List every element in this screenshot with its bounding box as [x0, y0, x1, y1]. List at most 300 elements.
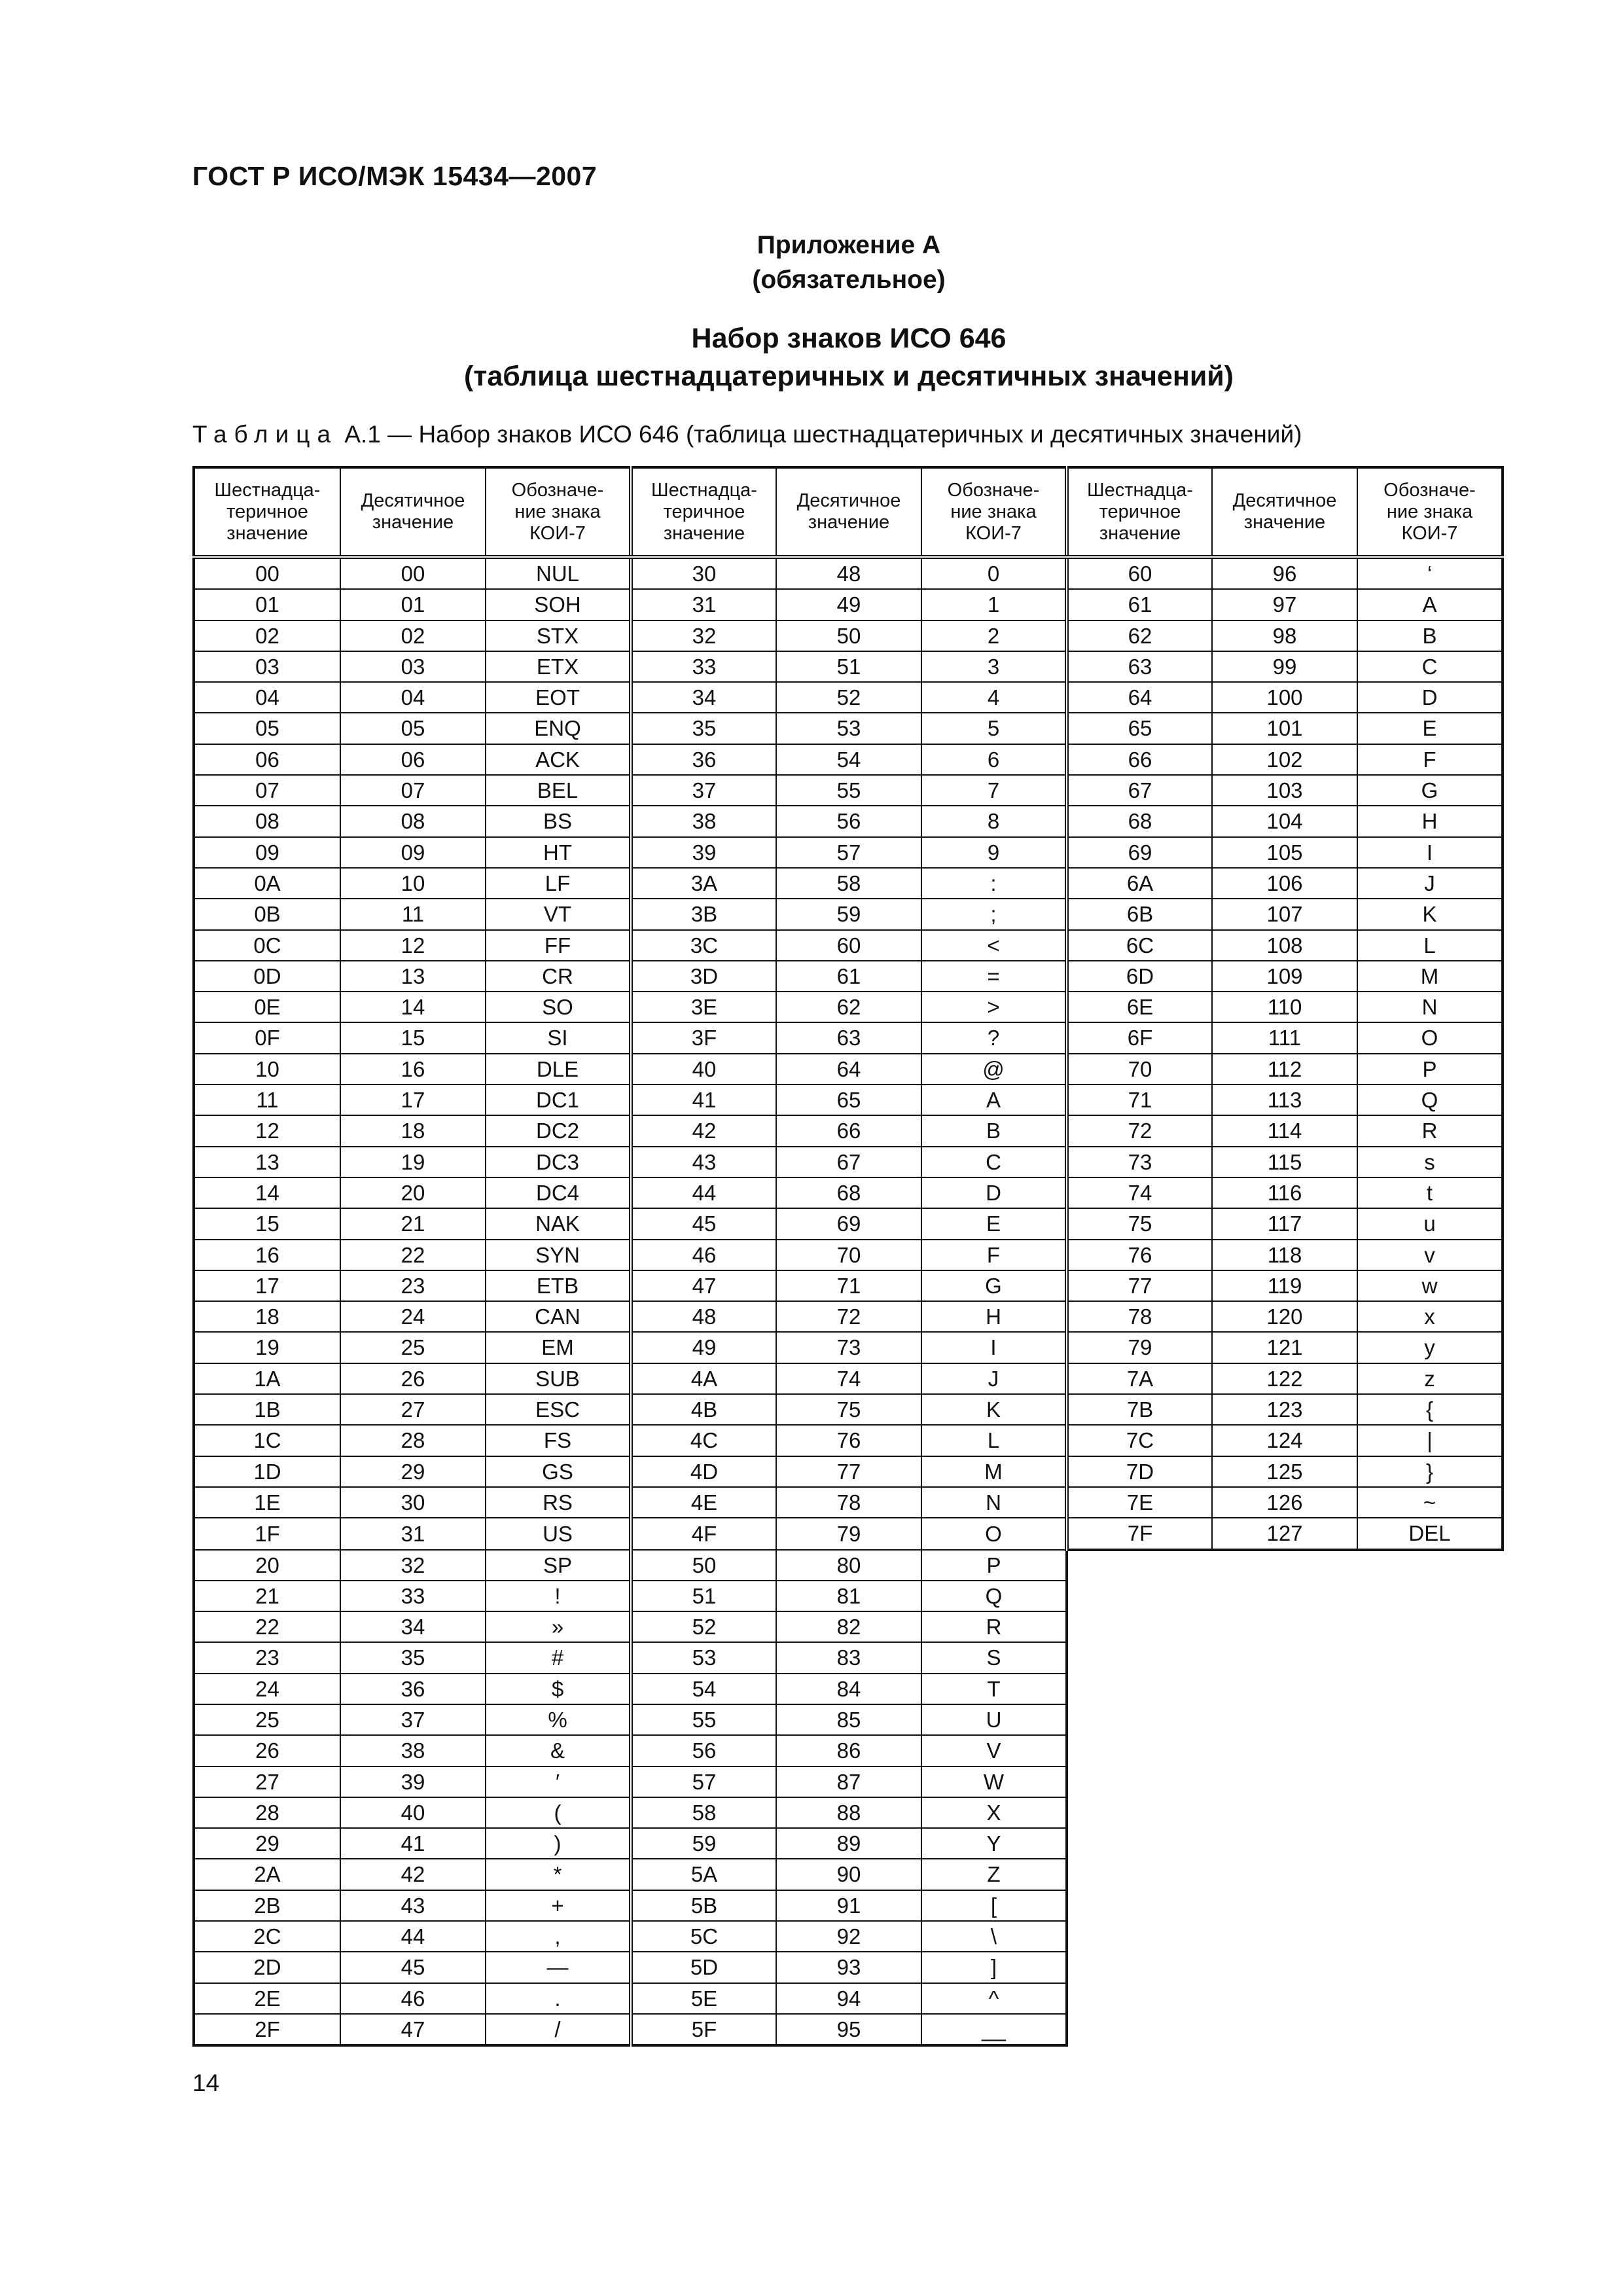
cell-koi7: ETB	[486, 1270, 631, 1301]
cell-dec: 14	[340, 992, 486, 1022]
empty-cell	[1357, 1704, 1503, 1735]
cell-hex: 4B	[631, 1394, 776, 1425]
cell-koi7: DLE	[486, 1054, 631, 1085]
cell-koi7: N	[921, 1487, 1067, 1518]
cell-hex: 4A	[631, 1363, 776, 1394]
cell-dec: 09	[340, 837, 486, 868]
cell-hex: 7E	[1067, 1487, 1212, 1518]
cell-hex: 69	[1067, 837, 1212, 868]
cell-hex: 34	[631, 682, 776, 713]
cell-hex: 13	[194, 1147, 340, 1177]
empty-cell	[1357, 1581, 1503, 1611]
cell-dec: 32	[340, 1550, 486, 1581]
cell-hex: 1D	[194, 1456, 340, 1487]
empty-cell	[1067, 1611, 1212, 1642]
empty-cell	[1357, 1921, 1503, 1952]
cell-dec: 13	[340, 961, 486, 992]
cell-koi7: ENQ	[486, 713, 631, 744]
cell-dec: 45	[340, 1952, 486, 1982]
cell-dec: 19	[340, 1147, 486, 1177]
cell-hex: 0A	[194, 868, 340, 899]
empty-cell	[1212, 1952, 1357, 1982]
table-row	[194, 1581, 1503, 1611]
cell-koi7: |	[1357, 1425, 1503, 1456]
cell-hex: 02	[194, 620, 340, 651]
cell-koi7: SP	[486, 1550, 631, 1581]
cell-koi7: O	[1357, 1022, 1503, 1053]
cell-koi7: :	[921, 868, 1067, 899]
table-row	[194, 1394, 1503, 1425]
table-row	[194, 1952, 1503, 1982]
appendix-heading	[192, 228, 1505, 297]
table-row	[194, 1859, 1503, 1890]
cell-koi7: (	[486, 1797, 631, 1828]
cell-dec: 103	[1212, 775, 1357, 806]
title-line-1: Набор знаков ИСО 646	[691, 323, 1007, 354]
cell-hex: 5B	[631, 1890, 776, 1921]
cell-koi7: @	[921, 1054, 1067, 1085]
cell-koi7: ]	[921, 1952, 1067, 1982]
cell-hex: 01	[194, 589, 340, 620]
cell-hex: 28	[194, 1797, 340, 1828]
cell-hex: 68	[1067, 806, 1212, 836]
cell-koi7: VT	[486, 899, 631, 929]
caption-word: Таблица	[192, 421, 338, 448]
table-row	[194, 775, 1503, 806]
cell-dec: 12	[340, 930, 486, 961]
cell-dec: 84	[776, 1674, 921, 1704]
cell-hex: 77	[1067, 1270, 1212, 1301]
cell-koi7: *	[486, 1859, 631, 1890]
cell-dec: 05	[340, 713, 486, 744]
cell-hex: 50	[631, 1550, 776, 1581]
cell-hex: 56	[631, 1735, 776, 1766]
cell-dec: 79	[776, 1518, 921, 1549]
table-row	[194, 1890, 1503, 1921]
cell-hex: 46	[631, 1240, 776, 1270]
cell-koi7: ‘	[1357, 557, 1503, 589]
cell-dec: 114	[1212, 1115, 1357, 1146]
cell-hex: 33	[631, 651, 776, 682]
cell-dec: 39	[340, 1767, 486, 1797]
cell-hex: 30	[631, 557, 776, 589]
cell-hex: 52	[631, 1611, 776, 1642]
cell-dec: 16	[340, 1054, 486, 1085]
cell-dec: 55	[776, 775, 921, 806]
empty-cell	[1067, 1890, 1212, 1921]
cell-koi7: Z	[921, 1859, 1067, 1890]
cell-dec: 41	[340, 1828, 486, 1859]
empty-cell	[1357, 1550, 1503, 1581]
cell-koi7: !	[486, 1581, 631, 1611]
cell-dec: 44	[340, 1921, 486, 1952]
cell-hex: 04	[194, 682, 340, 713]
header-hex: Шестнадца- теричное значение	[194, 467, 340, 557]
cell-dec: 63	[776, 1022, 921, 1053]
table-row	[194, 1518, 1503, 1549]
cell-koi7: u	[1357, 1208, 1503, 1239]
cell-hex: 21	[194, 1581, 340, 1611]
cell-dec: 36	[340, 1674, 486, 1704]
cell-dec: 08	[340, 806, 486, 836]
cell-hex: 45	[631, 1208, 776, 1239]
cell-koi7: A	[921, 1085, 1067, 1115]
cell-hex: 6A	[1067, 868, 1212, 899]
cell-dec: 56	[776, 806, 921, 836]
cell-koi7: DC1	[486, 1085, 631, 1115]
cell-koi7: SI	[486, 1022, 631, 1053]
cell-hex: 64	[1067, 682, 1212, 713]
cell-dec: 92	[776, 1921, 921, 1952]
cell-hex: 57	[631, 1767, 776, 1797]
table-row	[194, 1828, 1503, 1859]
cell-hex: 74	[1067, 1177, 1212, 1208]
cell-dec: 116	[1212, 1177, 1357, 1208]
table-row	[194, 899, 1503, 929]
cell-koi7: HT	[486, 837, 631, 868]
cell-dec: 107	[1212, 899, 1357, 929]
cell-dec: 70	[776, 1240, 921, 1270]
cell-koi7: __	[921, 2014, 1067, 2045]
cell-dec: 15	[340, 1022, 486, 1053]
cell-dec: 06	[340, 744, 486, 775]
cell-hex: 23	[194, 1642, 340, 1673]
table-header-row	[194, 467, 1503, 557]
cell-hex: 09	[194, 837, 340, 868]
cell-hex: 07	[194, 775, 340, 806]
empty-cell	[1357, 1890, 1503, 1921]
empty-cell	[1067, 1642, 1212, 1673]
cell-koi7: &	[486, 1735, 631, 1766]
cell-koi7: T	[921, 1674, 1067, 1704]
cell-hex: 3A	[631, 868, 776, 899]
cell-hex: 2D	[194, 1952, 340, 1982]
cell-koi7: X	[921, 1797, 1067, 1828]
cell-hex: 3B	[631, 899, 776, 929]
table-row	[194, 1983, 1503, 2014]
cell-koi7: EOT	[486, 682, 631, 713]
cell-hex: 00	[194, 557, 340, 589]
cell-dec: 91	[776, 1890, 921, 1921]
table-row	[194, 620, 1503, 651]
cell-hex: 63	[1067, 651, 1212, 682]
header-dec: Десятичное значение	[1212, 467, 1357, 557]
cell-koi7: 3	[921, 651, 1067, 682]
cell-hex: 06	[194, 744, 340, 775]
cell-hex: 79	[1067, 1332, 1212, 1363]
cell-koi7: DEL	[1357, 1518, 1503, 1549]
cell-koi7: )	[486, 1828, 631, 1859]
cell-koi7: STX	[486, 620, 631, 651]
cell-hex: 0E	[194, 992, 340, 1022]
cell-koi7: .	[486, 1983, 631, 2014]
cell-dec: 17	[340, 1085, 486, 1115]
empty-cell	[1212, 1735, 1357, 1766]
cell-dec: 21	[340, 1208, 486, 1239]
cell-hex: 35	[631, 713, 776, 744]
empty-cell	[1067, 1797, 1212, 1828]
cell-dec: 34	[340, 1611, 486, 1642]
cell-koi7: +	[486, 1890, 631, 1921]
cell-koi7: EM	[486, 1332, 631, 1363]
cell-hex: 18	[194, 1301, 340, 1332]
empty-cell	[1067, 1550, 1212, 1581]
cell-dec: 124	[1212, 1425, 1357, 1456]
cell-koi7: »	[486, 1611, 631, 1642]
cell-hex: 6B	[1067, 899, 1212, 929]
cell-koi7: S	[921, 1642, 1067, 1673]
table-row	[194, 713, 1503, 744]
cell-koi7: E	[1357, 713, 1503, 744]
cell-dec: 80	[776, 1550, 921, 1581]
cell-dec: 20	[340, 1177, 486, 1208]
cell-hex: 17	[194, 1270, 340, 1301]
cell-dec: 58	[776, 868, 921, 899]
cell-koi7: Y	[921, 1828, 1067, 1859]
cell-dec: 04	[340, 682, 486, 713]
cell-dec: 66	[776, 1115, 921, 1146]
empty-cell	[1357, 1611, 1503, 1642]
cell-dec: 127	[1212, 1518, 1357, 1549]
cell-hex: 0B	[194, 899, 340, 929]
cell-koi7: NAK	[486, 1208, 631, 1239]
cell-hex: 2F	[194, 2014, 340, 2045]
cell-hex: 24	[194, 1674, 340, 1704]
empty-cell	[1212, 1704, 1357, 1735]
table-row	[194, 682, 1503, 713]
cell-hex: 51	[631, 1581, 776, 1611]
empty-cell	[1357, 1859, 1503, 1890]
header-koi7: Обозначе- ние знака КОИ-7	[486, 467, 631, 557]
cell-dec: 109	[1212, 961, 1357, 992]
table-row	[194, 2014, 1503, 2045]
empty-cell	[1067, 2014, 1212, 2045]
table-row	[194, 806, 1503, 836]
cell-dec: 30	[340, 1487, 486, 1518]
cell-dec: 07	[340, 775, 486, 806]
cell-dec: 49	[776, 589, 921, 620]
cell-koi7: L	[921, 1425, 1067, 1456]
cell-koi7: H	[921, 1301, 1067, 1332]
cell-dec: 10	[340, 868, 486, 899]
cell-dec: 57	[776, 837, 921, 868]
cell-koi7: DC3	[486, 1147, 631, 1177]
cell-hex: 1E	[194, 1487, 340, 1518]
cell-dec: 105	[1212, 837, 1357, 868]
cell-koi7: L	[1357, 930, 1503, 961]
empty-cell	[1067, 1921, 1212, 1952]
cell-koi7: SO	[486, 992, 631, 1022]
cell-dec: 87	[776, 1767, 921, 1797]
cell-koi7: ~	[1357, 1487, 1503, 1518]
header-dec: Десятичное значение	[340, 467, 486, 557]
cell-koi7: V	[921, 1735, 1067, 1766]
cell-hex: 39	[631, 837, 776, 868]
cell-koi7: SUB	[486, 1363, 631, 1394]
cell-hex: 76	[1067, 1240, 1212, 1270]
cell-hex: 61	[1067, 589, 1212, 620]
cell-dec: 102	[1212, 744, 1357, 775]
cell-hex: 67	[1067, 775, 1212, 806]
table-row	[194, 1177, 1503, 1208]
cell-dec: 99	[1212, 651, 1357, 682]
cell-hex: 10	[194, 1054, 340, 1085]
cell-hex: 37	[631, 775, 776, 806]
cell-hex: 70	[1067, 1054, 1212, 1085]
cell-hex: 36	[631, 744, 776, 775]
cell-koi7: K	[921, 1394, 1067, 1425]
empty-cell	[1357, 1983, 1503, 2014]
cell-hex: 78	[1067, 1301, 1212, 1332]
cell-hex: 25	[194, 1704, 340, 1735]
cell-hex: 2B	[194, 1890, 340, 1921]
cell-hex: 7A	[1067, 1363, 1212, 1394]
cell-dec: 62	[776, 992, 921, 1022]
cell-koi7: 0	[921, 557, 1067, 589]
table-row	[194, 1208, 1503, 1239]
cell-hex: 58	[631, 1797, 776, 1828]
cell-dec: 76	[776, 1425, 921, 1456]
cell-koi7: W	[921, 1767, 1067, 1797]
cell-koi7: D	[921, 1177, 1067, 1208]
cell-dec: 52	[776, 682, 921, 713]
table-row	[194, 1022, 1503, 1053]
cell-dec: 11	[340, 899, 486, 929]
cell-dec: 82	[776, 1611, 921, 1642]
cell-koi7: H	[1357, 806, 1503, 836]
empty-cell	[1212, 1890, 1357, 1921]
cell-hex: 40	[631, 1054, 776, 1085]
cell-hex: 4D	[631, 1456, 776, 1487]
table-row	[194, 1550, 1503, 1581]
cell-hex: 41	[631, 1085, 776, 1115]
cell-dec: 85	[776, 1704, 921, 1735]
table-row	[194, 557, 1503, 589]
cell-dec: 88	[776, 1797, 921, 1828]
cell-koi7: 8	[921, 806, 1067, 836]
cell-dec: 104	[1212, 806, 1357, 836]
cell-dec: 121	[1212, 1332, 1357, 1363]
cell-koi7: G	[1357, 775, 1503, 806]
empty-cell	[1357, 1797, 1503, 1828]
cell-dec: 64	[776, 1054, 921, 1085]
table-row	[194, 1642, 1503, 1673]
table-row	[194, 1301, 1503, 1332]
table-row	[194, 1425, 1503, 1456]
empty-cell	[1357, 1828, 1503, 1859]
cell-hex: 6D	[1067, 961, 1212, 992]
cell-hex: 4E	[631, 1487, 776, 1518]
empty-cell	[1067, 1704, 1212, 1735]
cell-dec: 00	[340, 557, 486, 589]
table-row	[194, 1767, 1503, 1797]
cell-dec: 126	[1212, 1487, 1357, 1518]
cell-dec: 112	[1212, 1054, 1357, 1085]
cell-koi7: v	[1357, 1240, 1503, 1270]
cell-dec: 23	[340, 1270, 486, 1301]
header-koi7: Обозначе- ние знака КОИ-7	[921, 467, 1067, 557]
cell-koi7: FF	[486, 930, 631, 961]
cell-hex: 43	[631, 1147, 776, 1177]
table-row	[194, 651, 1503, 682]
cell-dec: 38	[340, 1735, 486, 1766]
cell-koi7: US	[486, 1518, 631, 1549]
cell-hex: 3D	[631, 961, 776, 992]
cell-hex: 7F	[1067, 1518, 1212, 1549]
cell-koi7: SOH	[486, 589, 631, 620]
empty-cell	[1212, 1642, 1357, 1673]
cell-dec: 61	[776, 961, 921, 992]
cell-dec: 69	[776, 1208, 921, 1239]
cell-dec: 43	[340, 1890, 486, 1921]
cell-dec: 26	[340, 1363, 486, 1394]
cell-hex: 6C	[1067, 930, 1212, 961]
cell-hex: 7B	[1067, 1394, 1212, 1425]
cell-koi7: \	[921, 1921, 1067, 1952]
cell-hex: 6F	[1067, 1022, 1212, 1053]
cell-hex: 38	[631, 806, 776, 836]
cell-hex: 03	[194, 651, 340, 682]
cell-dec: 37	[340, 1704, 486, 1735]
empty-cell	[1212, 2014, 1357, 2045]
cell-koi7: LF	[486, 868, 631, 899]
cell-koi7: RS	[486, 1487, 631, 1518]
cell-dec: 75	[776, 1394, 921, 1425]
cell-hex: 2E	[194, 1983, 340, 2014]
cell-dec: 78	[776, 1487, 921, 1518]
cell-dec: 106	[1212, 868, 1357, 899]
empty-cell	[1357, 1674, 1503, 1704]
empty-cell	[1357, 1735, 1503, 1766]
cell-koi7: }	[1357, 1456, 1503, 1487]
cell-hex: 72	[1067, 1115, 1212, 1146]
cell-dec: 72	[776, 1301, 921, 1332]
cell-koi7: BS	[486, 806, 631, 836]
cell-hex: 1F	[194, 1518, 340, 1549]
cell-hex: 5C	[631, 1921, 776, 1952]
cell-hex: 29	[194, 1828, 340, 1859]
cell-koi7: Q	[1357, 1085, 1503, 1115]
table-row	[194, 961, 1503, 992]
cell-koi7: ′	[486, 1767, 631, 1797]
cell-dec: 54	[776, 744, 921, 775]
cell-dec: 108	[1212, 930, 1357, 961]
cell-dec: 117	[1212, 1208, 1357, 1239]
cell-koi7: R	[921, 1611, 1067, 1642]
empty-cell	[1212, 1767, 1357, 1797]
empty-cell	[1067, 1674, 1212, 1704]
cell-dec: 27	[340, 1394, 486, 1425]
cell-dec: 47	[340, 2014, 486, 2045]
cell-koi7: 5	[921, 713, 1067, 744]
table-row	[194, 1797, 1503, 1828]
table-row	[194, 930, 1503, 961]
page-number: 14	[192, 2070, 220, 2096]
cell-koi7: C	[921, 1147, 1067, 1177]
cell-hex: 47	[631, 1270, 776, 1301]
cell-koi7: GS	[486, 1456, 631, 1487]
cell-koi7: ?	[921, 1022, 1067, 1053]
cell-dec: 111	[1212, 1022, 1357, 1053]
cell-hex: 5D	[631, 1952, 776, 1982]
cell-koi7: 7	[921, 775, 1067, 806]
cell-dec: 110	[1212, 992, 1357, 1022]
empty-cell	[1357, 1642, 1503, 1673]
cell-koi7: I	[1357, 837, 1503, 868]
cell-koi7: DC4	[486, 1177, 631, 1208]
table-row	[194, 589, 1503, 620]
cell-dec: 125	[1212, 1456, 1357, 1487]
